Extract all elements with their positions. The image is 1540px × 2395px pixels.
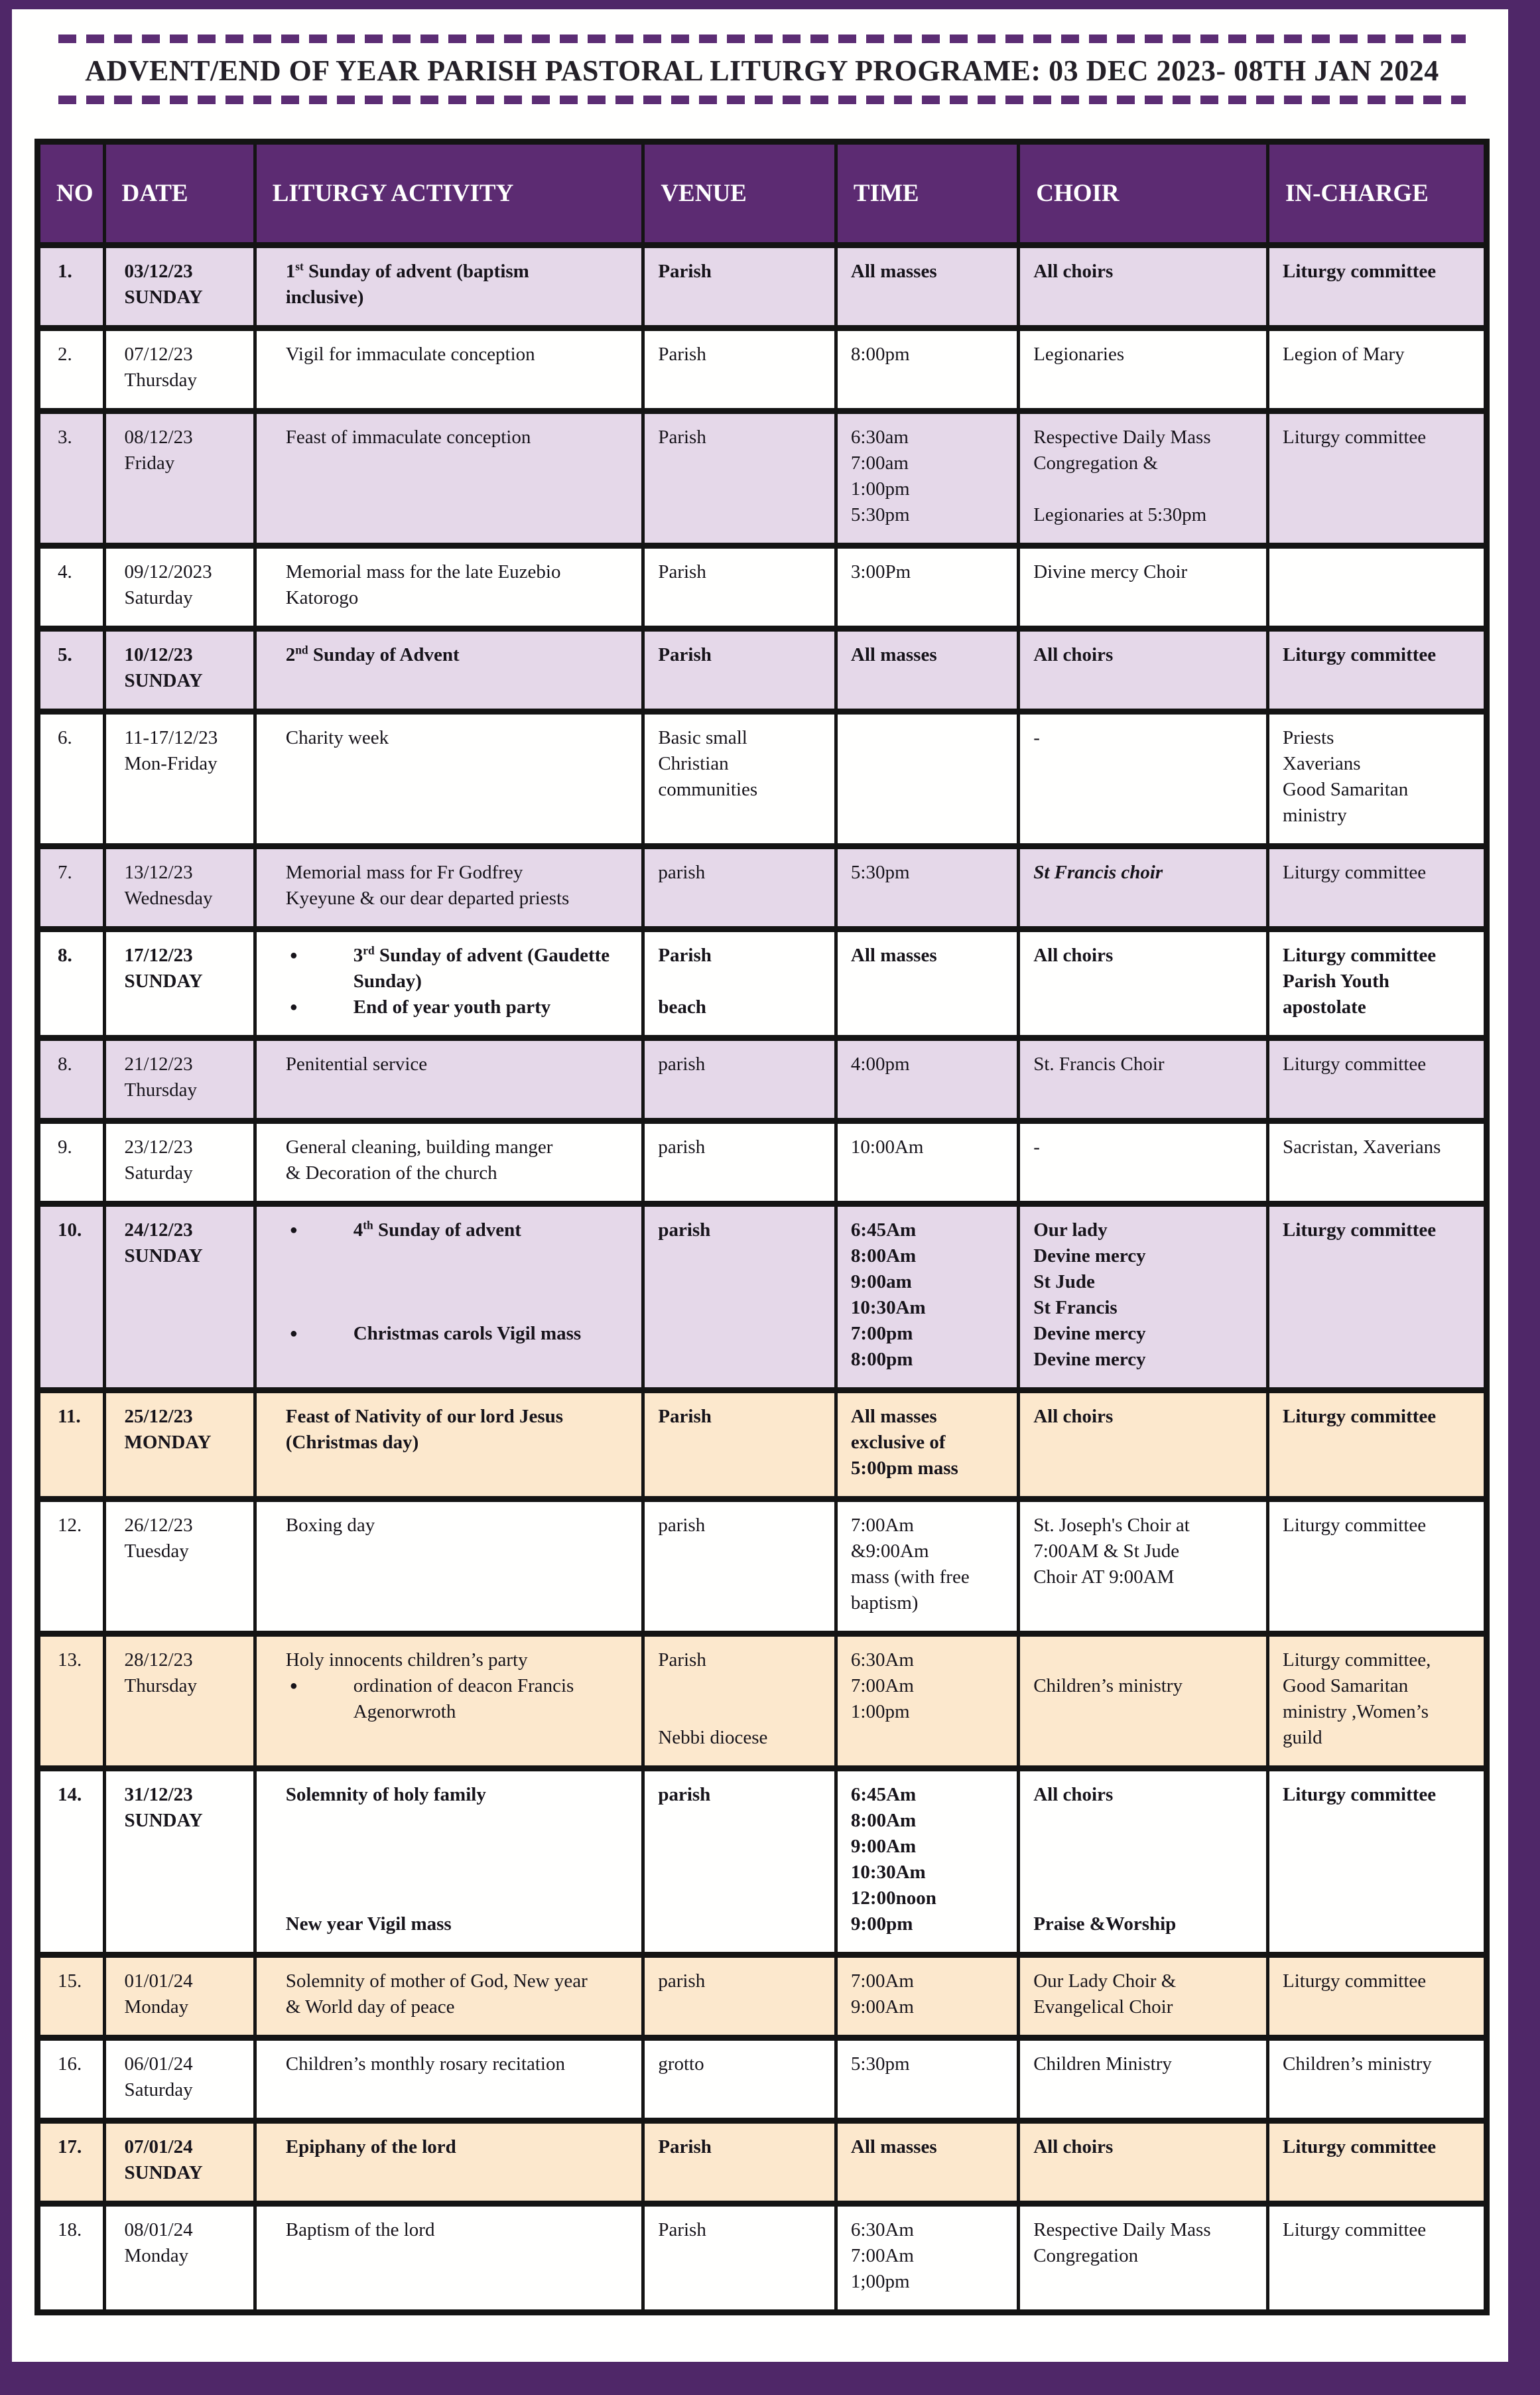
title-top-dashed-border (58, 34, 1466, 43)
cell-time (836, 712, 1018, 847)
cell-venue: Parish (643, 2121, 836, 2204)
cell-choir: Children’s ministry (1019, 1634, 1268, 1769)
cell-time: 7:00Am &9:00Am mass (with free baptism) (836, 1499, 1018, 1634)
bullet-icon: ● (289, 1000, 298, 1014)
cell-incharge: Liturgy committee (1268, 1499, 1487, 1634)
bullet-icon: ● (289, 1223, 298, 1237)
cell-choir: Respective Daily Mass Congregation & Legionaries at 5:30pm (1019, 411, 1268, 546)
cell-choir: All choirs Praise &Worship (1019, 1769, 1268, 1955)
column-header-no: NO (38, 142, 105, 245)
cell-date: 31/12/23 SUNDAY (104, 1769, 255, 1955)
cell-activity: Baptism of the lord (255, 2204, 643, 2313)
cell-incharge: Sacristan, Xaverians (1268, 1121, 1487, 1204)
table-row-6 (38, 712, 1487, 847)
cell-choir: All choirs (1019, 245, 1268, 328)
cell-time: 6:30Am 7:00Am 1:00pm (836, 1634, 1018, 1769)
cell-choir: Our Lady Choir & Evangelical Choir (1019, 1955, 1268, 2038)
table-row-5 (38, 629, 1487, 712)
cell-no: 12. (38, 1499, 105, 1634)
cell-no: 8. (38, 1038, 105, 1121)
cell-no: 18. (38, 2204, 105, 2313)
cell-no: 15. (38, 1955, 105, 2038)
cell-choir: Respective Daily Mass Congregation (1019, 2204, 1268, 2313)
cell-choir: All choirs (1019, 2121, 1268, 2204)
cell-activity: Memorial mass for Fr Godfrey Kyeyune & our dear departed priests (255, 847, 643, 929)
table-row-7 (38, 847, 1487, 929)
cell-no: 13. (38, 1634, 105, 1769)
cell-date: 13/12/23 Wednesday (104, 847, 255, 929)
cell-incharge: Priests Xaverians Good Samaritan ministry (1268, 712, 1487, 847)
table-row-4 (38, 546, 1487, 629)
cell-activity: Penitential service (255, 1038, 643, 1121)
bullet-icon: ● (289, 1678, 298, 1693)
cell-time: All masses (836, 245, 1018, 328)
cell-venue: parish (643, 1955, 836, 2038)
cell-time: 10:00Am (836, 1121, 1018, 1204)
cell-no: 4. (38, 546, 105, 629)
cell-activity: 2nd Sunday of Advent (255, 629, 643, 712)
cell-time: All masses exclusive of 5:00pm mass (836, 1391, 1018, 1499)
cell-venue: parish (643, 1204, 836, 1391)
cell-choir: Legionaries (1019, 328, 1268, 411)
cell-activity: Vigil for immaculate conception (255, 328, 643, 411)
cell-no: 7. (38, 847, 105, 929)
cell-time: 6:30am 7:00am 1:00pm 5:30pm (836, 411, 1018, 546)
cell-date: 08/12/23 Friday (104, 411, 255, 546)
cell-incharge: Liturgy committee (1268, 847, 1487, 929)
cell-date: 23/12/23 Saturday (104, 1121, 255, 1204)
cell-time: All masses (836, 929, 1018, 1038)
table-row-16 (38, 1955, 1487, 2038)
cell-time: 8:00pm (836, 328, 1018, 411)
cell-venue: parish (643, 847, 836, 929)
cell-time: 6:45Am 8:00Am 9:00am 10:30Am 7:00pm 8:00pm (836, 1204, 1018, 1391)
cell-date: 09/12/2023 Saturday (104, 546, 255, 629)
column-header-choir: CHOIR (1019, 142, 1268, 245)
cell-incharge: Children’s ministry (1268, 2038, 1487, 2121)
table-row-10 (38, 1121, 1487, 1204)
cell-venue: parish (643, 1121, 836, 1204)
cell-no: 1. (38, 245, 105, 328)
cell-incharge: Liturgy committee (1268, 245, 1487, 328)
cell-no: 8. (38, 929, 105, 1038)
cell-no: 17. (38, 2121, 105, 2204)
cell-activity: Feast of Nativity of our lord Jesus (Christmas day) (255, 1391, 643, 1499)
title-bottom-dashed-border (58, 96, 1466, 104)
cell-incharge: Liturgy committee (1268, 1204, 1487, 1391)
cell-choir: St. Francis Choir (1019, 1038, 1268, 1121)
cell-date: 10/12/23 SUNDAY (104, 629, 255, 712)
cell-date: 25/12/23 MONDAY (104, 1391, 255, 1499)
cell-no: 6. (38, 712, 105, 847)
cell-no: 11. (38, 1391, 105, 1499)
cell-activity: Charity week (255, 712, 643, 847)
cell-venue: Parish (643, 1391, 836, 1499)
cell-activity: 1st Sunday of advent (baptism inclusive) (255, 245, 643, 328)
cell-date: 26/12/23 Tuesday (104, 1499, 255, 1634)
cell-activity: Holy innocents children’s party ● ordination of deacon Francis Agenorwroth (255, 1634, 643, 1769)
cell-date: 07/01/24 SUNDAY (104, 2121, 255, 2204)
cell-activity: ● 4th Sunday of advent ● Christmas carols Vigil mass (255, 1204, 643, 1391)
title-block (58, 34, 1466, 104)
page-content (12, 9, 1508, 2362)
cell-venue: Parish (643, 328, 836, 411)
cell-venue: Parish (643, 546, 836, 629)
cell-incharge: Liturgy committee (1268, 1391, 1487, 1499)
cell-venue: parish (643, 1499, 836, 1634)
table-row-11 (38, 1204, 1487, 1391)
cell-activity: Feast of immaculate conception (255, 411, 643, 546)
cell-no: 5. (38, 629, 105, 712)
cell-choir: St Francis choir (1019, 847, 1268, 929)
cell-time: 7:00Am 9:00Am (836, 1955, 1018, 2038)
cell-no: 10. (38, 1204, 105, 1391)
cell-date: 28/12/23 Thursday (104, 1634, 255, 1769)
cell-time: 4:00pm (836, 1038, 1018, 1121)
table-row-14 (38, 1634, 1487, 1769)
cell-choir: St. Joseph's Choir at 7:00AM & St Jude Choir AT 9:00AM (1019, 1499, 1268, 1634)
cell-time: All masses (836, 629, 1018, 712)
cell-activity: ● 3rd Sunday of advent (Gaudette Sunday) ● End of year youth party (255, 929, 643, 1038)
table-row-3 (38, 411, 1487, 546)
cell-choir: All choirs (1019, 1391, 1268, 1499)
cell-venue: Parish Nebbi diocese (643, 1634, 836, 1769)
cell-date: 06/01/24 Saturday (104, 2038, 255, 2121)
cell-venue: grotto (643, 2038, 836, 2121)
cell-time: 3:00Pm (836, 546, 1018, 629)
cell-choir: - (1019, 712, 1268, 847)
table-row-13 (38, 1499, 1487, 1634)
table-row-12 (38, 1391, 1487, 1499)
cell-incharge: Liturgy committee, Good Samaritan ministry ,Women’s guild (1268, 1634, 1487, 1769)
cell-incharge: Liturgy committee (1268, 1955, 1487, 2038)
cell-incharge (1268, 546, 1487, 629)
cell-date: 03/12/23 SUNDAY (104, 245, 255, 328)
cell-time: 5:30pm (836, 847, 1018, 929)
cell-venue: Basic small Christian communities (643, 712, 836, 847)
cell-no: 16. (38, 2038, 105, 2121)
cell-activity: Solemnity of holy family New year Vigil mass (255, 1769, 643, 1955)
cell-no: 9. (38, 1121, 105, 1204)
cell-activity: General cleaning, building manger & Decoration of the church (255, 1121, 643, 1204)
cell-date: 21/12/23 Thursday (104, 1038, 255, 1121)
cell-venue: Parish (643, 245, 836, 328)
cell-incharge: Legion of Mary (1268, 328, 1487, 411)
cell-choir: Our lady Devine mercy St Jude St Francis Devine mercy Devine mercy (1019, 1204, 1268, 1391)
table-row-8 (38, 929, 1487, 1038)
page-title: ADVENT/END OF YEAR PARISH PASTORAL LITURGY PROGRAME: 03 DEC 2023- 08TH JAN 2024 (85, 54, 1439, 87)
cell-venue: Parish (643, 411, 836, 546)
bullet-icon: ● (289, 948, 298, 963)
cell-no: 2. (38, 328, 105, 411)
table-row-18 (38, 2121, 1487, 2204)
cell-incharge: Liturgy committee (1268, 1769, 1487, 1955)
bullet-icon: ● (289, 1326, 298, 1341)
table-row-2 (38, 328, 1487, 411)
cell-choir: Divine mercy Choir (1019, 546, 1268, 629)
cell-date: 01/01/24 Monday (104, 1955, 255, 2038)
cell-activity: Boxing day (255, 1499, 643, 1634)
liturgy-programme-table (34, 139, 1490, 2315)
table-row-19 (38, 2204, 1487, 2313)
table-body (38, 245, 1487, 2313)
table-row-15 (38, 1769, 1487, 1955)
cell-incharge: Liturgy committee (1268, 411, 1487, 546)
column-header-date: DATE (104, 142, 255, 245)
cell-venue: parish (643, 1769, 836, 1955)
cell-incharge: Liturgy committee (1268, 629, 1487, 712)
column-header-in-charge: IN-CHARGE (1268, 142, 1487, 245)
cell-activity: Memorial mass for the late Euzebio Katorogo (255, 546, 643, 629)
cell-incharge: Liturgy committee Parish Youth apostolate (1268, 929, 1487, 1038)
cell-choir: - (1019, 1121, 1268, 1204)
cell-activity: Children’s monthly rosary recitation (255, 2038, 643, 2121)
table-header-row (38, 142, 1487, 245)
column-header-venue: VENUE (643, 142, 836, 245)
cell-choir: Children Ministry (1019, 2038, 1268, 2121)
cell-choir: All choirs (1019, 929, 1268, 1038)
cell-incharge: Liturgy committee (1268, 1038, 1487, 1121)
cell-venue: parish (643, 1038, 836, 1121)
table-row-9 (38, 1038, 1487, 1121)
column-header-time: TIME (836, 142, 1018, 245)
cell-venue: Parish (643, 629, 836, 712)
column-header-liturgy-activity: LITURGY ACTIVITY (255, 142, 643, 245)
cell-date: 17/12/23 SUNDAY (104, 929, 255, 1038)
cell-venue: Parish beach (643, 929, 836, 1038)
cell-time: 6:45Am 8:00Am 9:00Am 10:30Am 12:00noon 9:00pm (836, 1769, 1018, 1955)
cell-date: 11-17/12/23 Mon-Friday (104, 712, 255, 847)
cell-no: 3. (38, 411, 105, 546)
cell-date: 07/12/23 Thursday (104, 328, 255, 411)
cell-choir: All choirs (1019, 629, 1268, 712)
cell-venue: Parish (643, 2204, 836, 2313)
table-row-17 (38, 2038, 1487, 2121)
cell-date: 24/12/23 SUNDAY (104, 1204, 255, 1391)
table-row-1 (38, 245, 1487, 328)
cell-time: 5:30pm (836, 2038, 1018, 2121)
cell-date: 08/01/24 Monday (104, 2204, 255, 2313)
cell-incharge: Liturgy committee (1268, 2204, 1487, 2313)
cell-no: 14. (38, 1769, 105, 1955)
cell-activity: Solemnity of mother of God, New year & World day of peace (255, 1955, 643, 2038)
cell-incharge: Liturgy committee (1268, 2121, 1487, 2204)
cell-time: 6:30Am 7:00Am 1;00pm (836, 2204, 1018, 2313)
cell-time: All masses (836, 2121, 1018, 2204)
cell-activity: Epiphany of the lord (255, 2121, 643, 2204)
